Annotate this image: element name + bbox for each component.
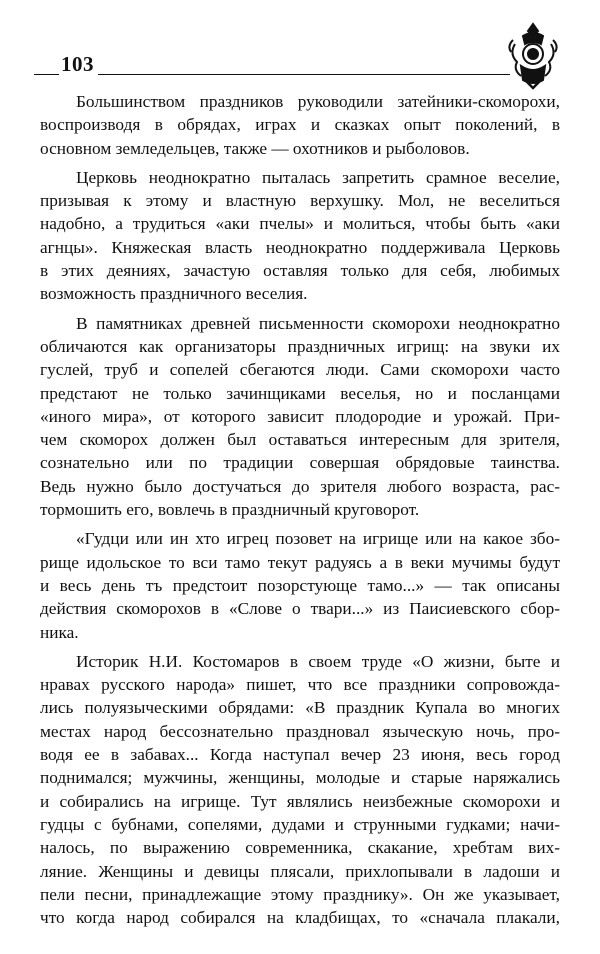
paragraph	[40, 527, 560, 643]
heraldic-crest-icon	[505, 22, 561, 90]
text-line: тормошить его, вовлечь в праздничный круговорот.	[40, 500, 420, 520]
page-number: 103	[61, 52, 94, 76]
text-line: гуслей, труб и сопелей сбегаются люди. Сами скоморохи часто	[40, 360, 560, 380]
text-line: и весь день тъ предстоит позорстующе тамо...» — так описаны	[40, 575, 560, 595]
text-line: возможность праздничного веселия.	[40, 284, 308, 304]
text-line: и собирались на игрище. Тут являлись неизбежные скоморохи и	[40, 791, 560, 811]
text-line: призывая к этому и властную верхушку. Мол, не веселиться	[40, 191, 560, 211]
body-text	[40, 90, 560, 935]
text-line: лись полуязыческими обрядами: «В праздник Купала во многих	[40, 698, 560, 718]
text-line: пели песни, принадлежащие этому празднику». Он же указывает,	[40, 884, 560, 904]
paragraph	[40, 312, 560, 522]
text-line: «Гудци или ин хто игрец позовет на игрище или на какое збо-	[76, 529, 560, 549]
text-line: основном земледельцев, также — охотников и рыболовов.	[40, 138, 470, 158]
paragraph	[40, 90, 560, 160]
text-line: «иного мира», от которого зависит плодородие и урожай. При-	[40, 406, 560, 426]
text-line: Церковь неоднократно пыталась запретить срамное веселие,	[76, 167, 560, 187]
text-line: рище идольское то вси тамо текут радуясь а в веки мучимы будут	[40, 552, 560, 572]
text-line: сознательно или по традиции совершая обрядовые таинства.	[40, 453, 560, 473]
text-line: В памятниках древней письменности скоморохи неоднократно	[76, 313, 560, 333]
text-line: налось, по выражению современника, скакание, хребтам вих-	[40, 838, 560, 858]
paragraph	[40, 650, 560, 930]
text-line: чем скоморох должен был оставаться интересным для зрителя,	[40, 430, 560, 450]
text-line: Историк Н.И. Костомаров в своем труде «О жизни, быте и	[76, 651, 560, 671]
text-line: Большинством праздников руководили затейники-скоморохи,	[76, 92, 560, 111]
text-line: гудцы с бубнами, сопелями, дудами и струнными гудками; начи-	[40, 814, 560, 834]
text-line: поднимался; мужчины, женщины, молодые и старые наряжались	[40, 768, 560, 788]
header-rule-right	[98, 74, 510, 75]
text-line: агнцы». Княжеская власть неоднократно поддерживала Церковь	[40, 237, 560, 257]
header-rule-left	[34, 74, 59, 75]
text-line: ника.	[40, 622, 79, 642]
text-line: что когда народ собирался на кладбищах, то «сначала плакали,	[40, 908, 560, 928]
text-line: воспроизводя в обрядах, играх и сказках опыт поколений, в	[40, 115, 560, 135]
text-line: в этих деяниях, зачастую оставляя только для себя, любимых	[40, 261, 560, 281]
text-line: предстают не только зачинщиками веселья, но и посланцами	[40, 383, 560, 403]
text-line: действия скоморохов в «Слове о твари...» из Паисиевского сбор-	[40, 599, 560, 619]
text-line: Ведь нужно было достучаться до зрителя любого возраста, рас-	[40, 476, 560, 496]
text-line: местах народ бессознательно праздновал языческую ночь, про-	[40, 721, 560, 741]
text-line: надобно, а трудиться «аки пчелы» и молиться, чтобы быть «аки	[40, 214, 560, 234]
page-header	[0, 0, 600, 90]
text-line: нравах русского народа» пишет, что все праздники сопровожда-	[40, 675, 560, 695]
text-line: обличаются как организаторы праздничных игрищ: на звуки их	[40, 336, 560, 356]
text-line: водя ее в забавах... Когда наступал вечер 23 июня, весь город	[40, 745, 560, 765]
text-line: ляние. Женщины и девицы плясали, прихлопывали в ладоши и	[40, 861, 560, 881]
paragraph	[40, 166, 560, 306]
